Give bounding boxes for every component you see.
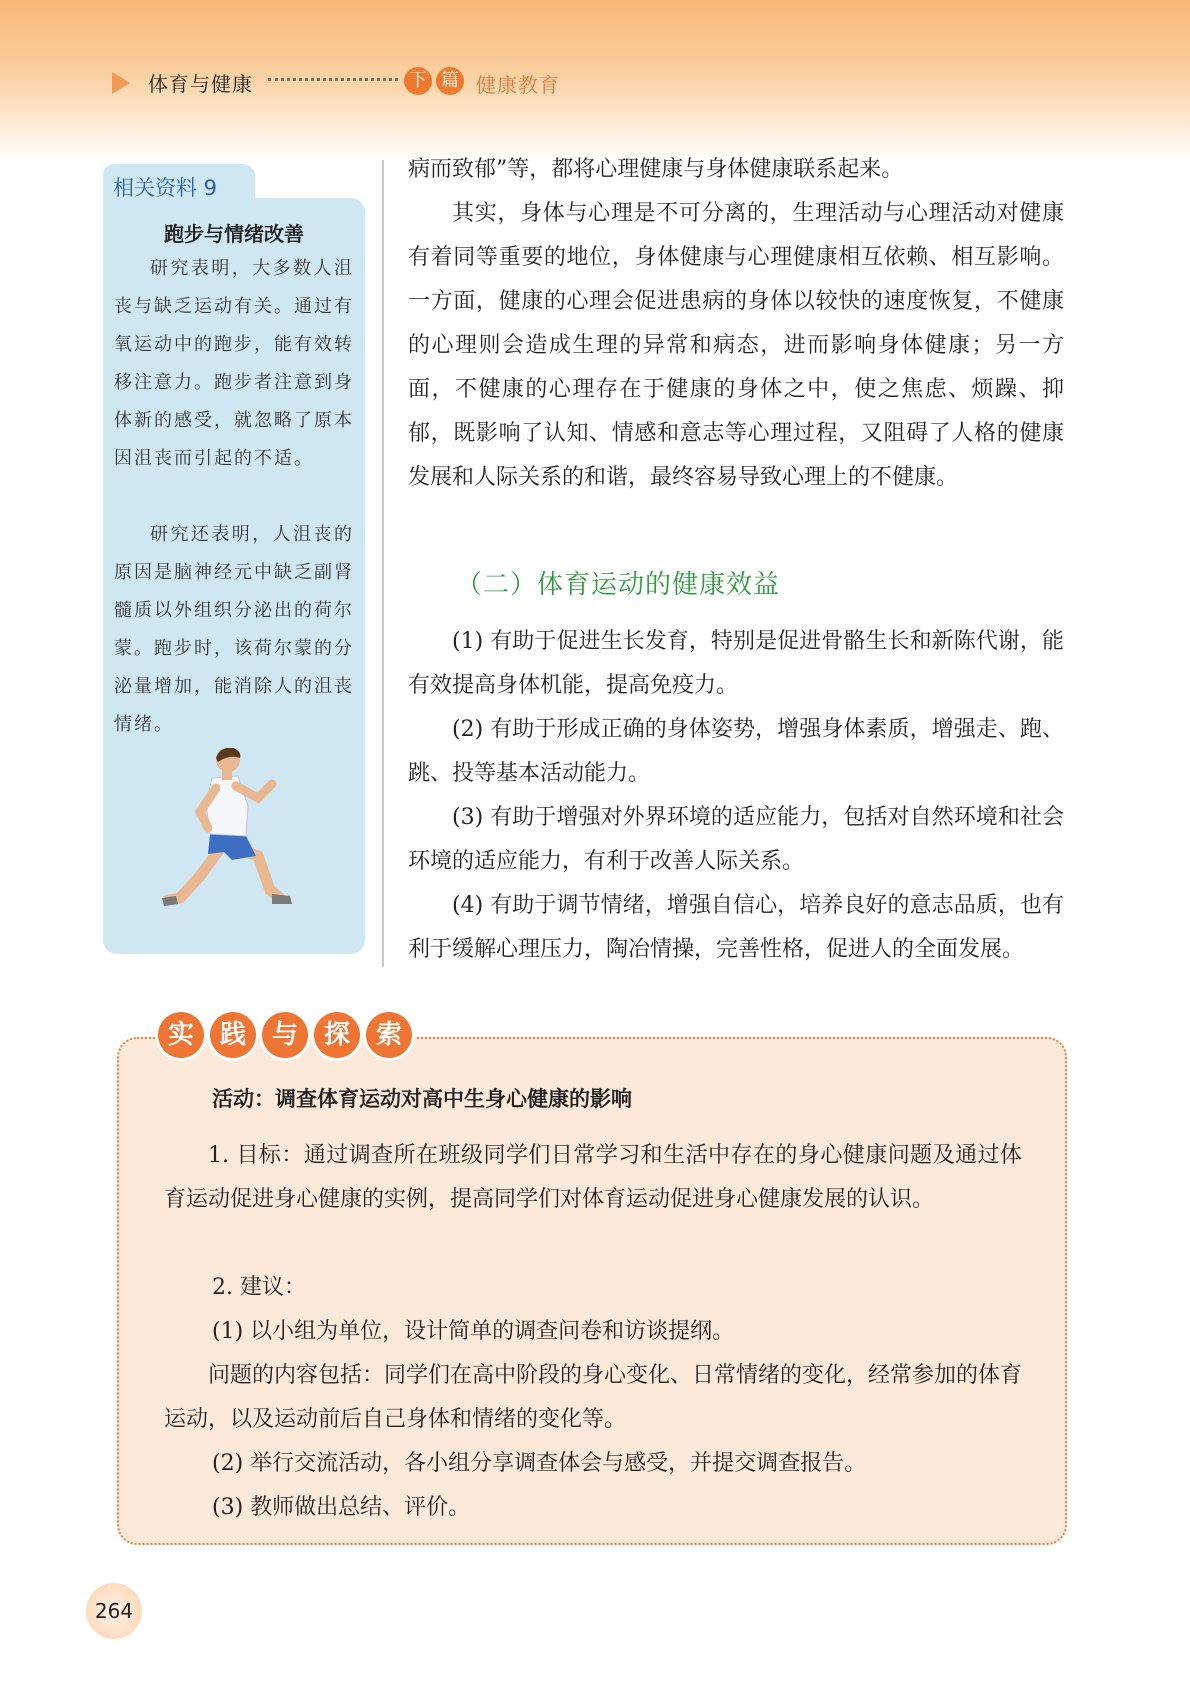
- sidebar-tab-title: 相关资料 9: [113, 176, 218, 200]
- benefit-item-1: (1) 有助于促进生长发育，特别是促进骨骼生长和新陈代谢，能有效提高身体机能，提高免疫力。: [408, 629, 1064, 698]
- part-badge-2: 篇: [436, 67, 464, 95]
- practice-suggestion-label: 2. 建议：: [212, 1275, 306, 1300]
- sidebar-paragraph-1: 研究表明，大多数人沮丧与缺乏运动有关。通过有氧运动中的跑步，能有效转移注意力。跑步者注意到身体新的感受，就忽略了原本因沮丧而引起的不适。: [114, 258, 354, 469]
- sidebar-paragraph-2: 研究还表明，人沮丧的原因是脑神经元中缺乏副肾髓质以外组织分泌出的荷尔蒙。跑步时，该荷尔蒙的分泌量增加，能消除人的沮丧情绪。: [114, 524, 354, 735]
- practice-badge-3: 与: [262, 1012, 308, 1058]
- main-paragraph-1: 病而致郁”等，都将心理健康与身体健康联系起来。: [408, 157, 904, 182]
- play-arrow-icon: [112, 72, 130, 94]
- activity-title: 活动：调查体育运动对高中生身心健康的影响: [212, 1087, 632, 1111]
- practice-goal: 1. 目标：通过调查所在班级同学们日常学习和生活中存在的身心健康问题及通过体育运动促进身心健康的实例，提高同学们对体育运动促进身心健康发展的认识。: [164, 1143, 1022, 1212]
- benefit-item-2: (2) 有助于形成正确的身体姿势，增强身体素质，增强走、跑、跳、投等基本活动能力。: [408, 717, 1064, 786]
- runner-illustration: [160, 748, 310, 923]
- section-title: 健康教育: [476, 73, 560, 97]
- header-dotted-leader: [268, 78, 398, 81]
- part-badge-1: 下: [404, 67, 432, 95]
- column-divider: [382, 160, 384, 967]
- practice-suggestion-3: (3) 教师做出总结、评价。: [212, 1495, 471, 1520]
- practice-badge-2: 践: [210, 1012, 256, 1058]
- section-heading: （二）体育运动的健康效益: [456, 570, 781, 600]
- sidebar-heading: 跑步与情绪改善: [164, 222, 304, 246]
- book-title: 体育与健康: [148, 72, 253, 96]
- practice-suggestion-1: (1) 以小组为单位，设计简单的调查问卷和访谈提纲。: [212, 1319, 735, 1344]
- practice-badge-1: 实: [158, 1012, 204, 1058]
- benefit-item-3: (3) 有助于增强对外界环境的适应能力，包括对自然环境和社会环境的适应能力，有利于改善人际关系。: [408, 805, 1064, 874]
- main-paragraph-2: 其实，身体与心理是不可分离的，生理活动与心理活动对健康有着同等重要的地位，身体健康与心理健康相互依赖、相互影响。一方面，健康的心理会促进患病的身体以较快的速度恢复，不健康的心理则会造成生理的异常和病态，进而影响身体健康；另一方面，不健康的心理存在于健康的身体之中，使之焦虑、烦躁、抑郁，既影响了认知、情感和意志等心理过程，又阻碍了人格的健康发展和人际关系的和谐，最终容易导致心理上的不健康。: [408, 201, 1064, 490]
- practice-badge-5: 索: [366, 1012, 412, 1058]
- practice-suggestion-2: (2) 举行交流活动，各小组分享调查体会与感受，并提交调查报告。: [212, 1451, 867, 1476]
- practice-badge-4: 探: [314, 1012, 360, 1058]
- page-number: 264: [86, 1583, 142, 1639]
- practice-suggestion-1-detail: 问题的内容包括：同学们在高中阶段的身心变化、日常情绪的变化，经常参加的体育运动，以及运动前后自己身体和情绪的变化等。: [164, 1363, 1023, 1432]
- benefit-item-4: (4) 有助于调节情绪，增强自信心，培养良好的意志品质，也有利于缓解心理压力，陶冶情操，完善性格，促进人的全面发展。: [408, 893, 1064, 962]
